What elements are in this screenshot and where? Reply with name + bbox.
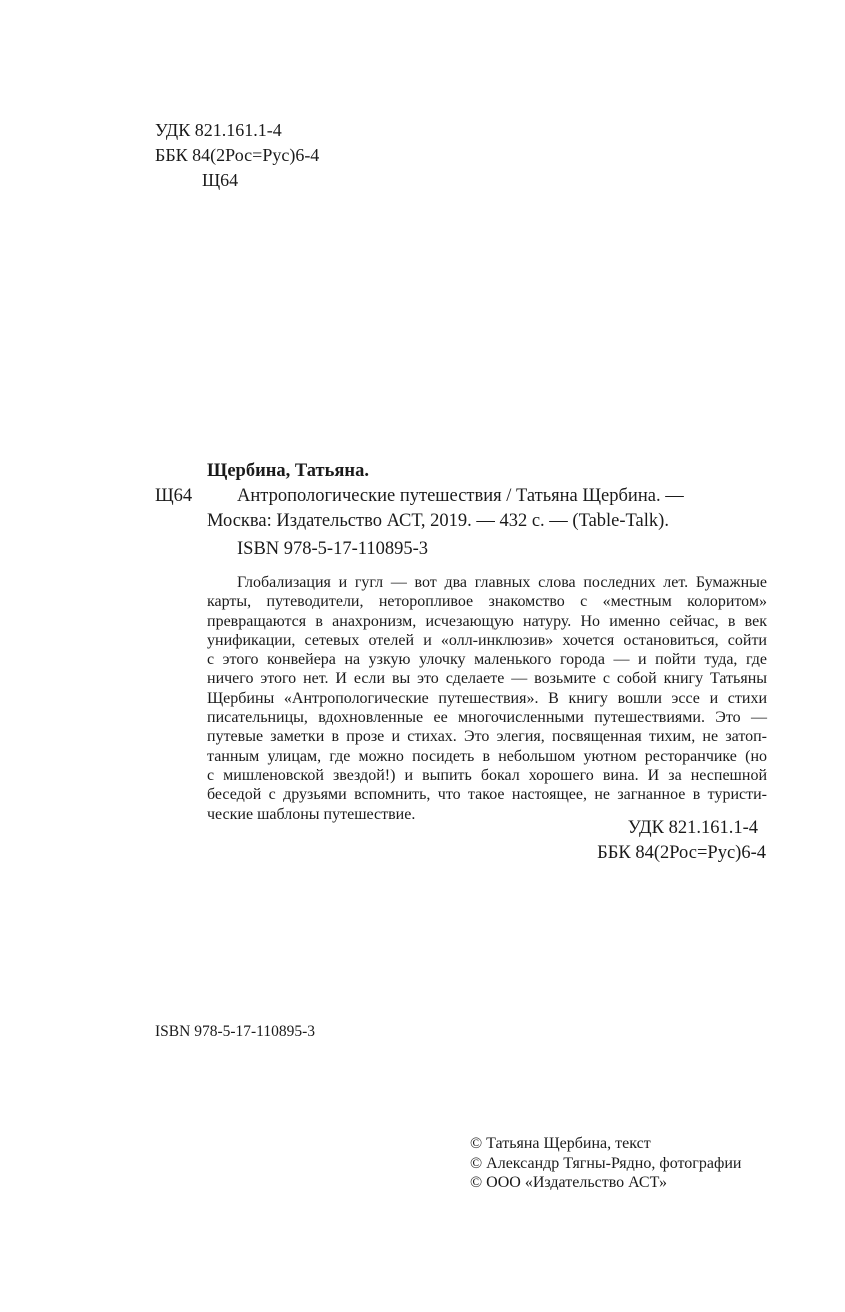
copyright-block — [470, 1134, 741, 1193]
title-line-2: Москва: Издательство АСТ, 2019. — 432 с. — (Table-Talk). — [207, 511, 669, 531]
copyright-line: © Александр Тягны-Рядно, фотографии — [470, 1154, 742, 1172]
bbk-code: ББК 84(2Рос=Рус)6-4 — [155, 145, 320, 165]
isbn-bottom: ISBN 978-5-17-110895-3 — [155, 1023, 316, 1040]
annotation-line: унификации, сетевых отелей и «олл-инклюзив» хочется остановиться, сойти — [207, 631, 767, 649]
udk-code-footer: УДК 821.161.1-4 — [627, 818, 758, 838]
annotation-line: беседой с друзьями вспомнить, что такое настоящее, не загнанное в туристи- — [207, 786, 767, 804]
copyright-line: © Татьяна Щербина, текст — [470, 1135, 651, 1152]
author-sign-left: Щ64 — [155, 486, 193, 506]
author-heading: Щербина, Татьяна. — [207, 461, 369, 481]
classification-codes-footer — [597, 816, 766, 866]
isbn-main: ISBN 978-5-17-110895-3 — [237, 539, 428, 559]
annotation-line: путевые заметки в прозе и стихах. Это элегия, посвященная тихим, не затоп- — [207, 728, 767, 746]
annotation-line: Щербины «Антропологические путешествия». В книгу вошли эссе и стихи — [207, 689, 767, 707]
annotation-line: танным улицам, где можно посидеть в небольшом уютном ресторанчике (но — [207, 747, 767, 765]
classification-codes-header — [155, 118, 319, 193]
annotation-line: превращаются в анахронизм, исчезающую натуру. Но именно сейчас, в век — [207, 612, 767, 630]
title-line-1: Антропологические путешествия / Татьяна Щербина. — — [237, 486, 684, 506]
bbk-code-footer: ББК 84(2Рос=Рус)6-4 — [597, 843, 766, 863]
annotation-line: с этого конвейера на узкую улочку маленького города — и пойти туда, где — [207, 651, 767, 669]
annotation-line: писательницы, вдохновленные ее многочисленными путешествиями. Это — — [207, 709, 767, 727]
author-sign: Щ64 — [202, 170, 239, 190]
bibliographic-title — [207, 484, 767, 534]
annotation-line: ческие шаблоны путешествие. — [207, 805, 416, 823]
udk-code: УДК 821.161.1-4 — [155, 120, 282, 140]
annotation-line: с мишленовской звездой!) и выпить бокал хорошего вина. И за неспешной — [207, 766, 767, 784]
annotation-line: карты, путеводители, неторопливое знакомство с «местным колоритом» — [207, 593, 767, 611]
annotation-line: ничего этого нет. И если вы это сделаете — возьмите с собой книгу Татьяны — [207, 670, 767, 688]
annotation-paragraph — [207, 573, 767, 824]
annotation-line: Глобализация и гугл — вот два главных слова последних лет. Бумажные — [237, 574, 767, 591]
copyright-line: © ООО «Издательство АСТ» — [470, 1174, 667, 1191]
